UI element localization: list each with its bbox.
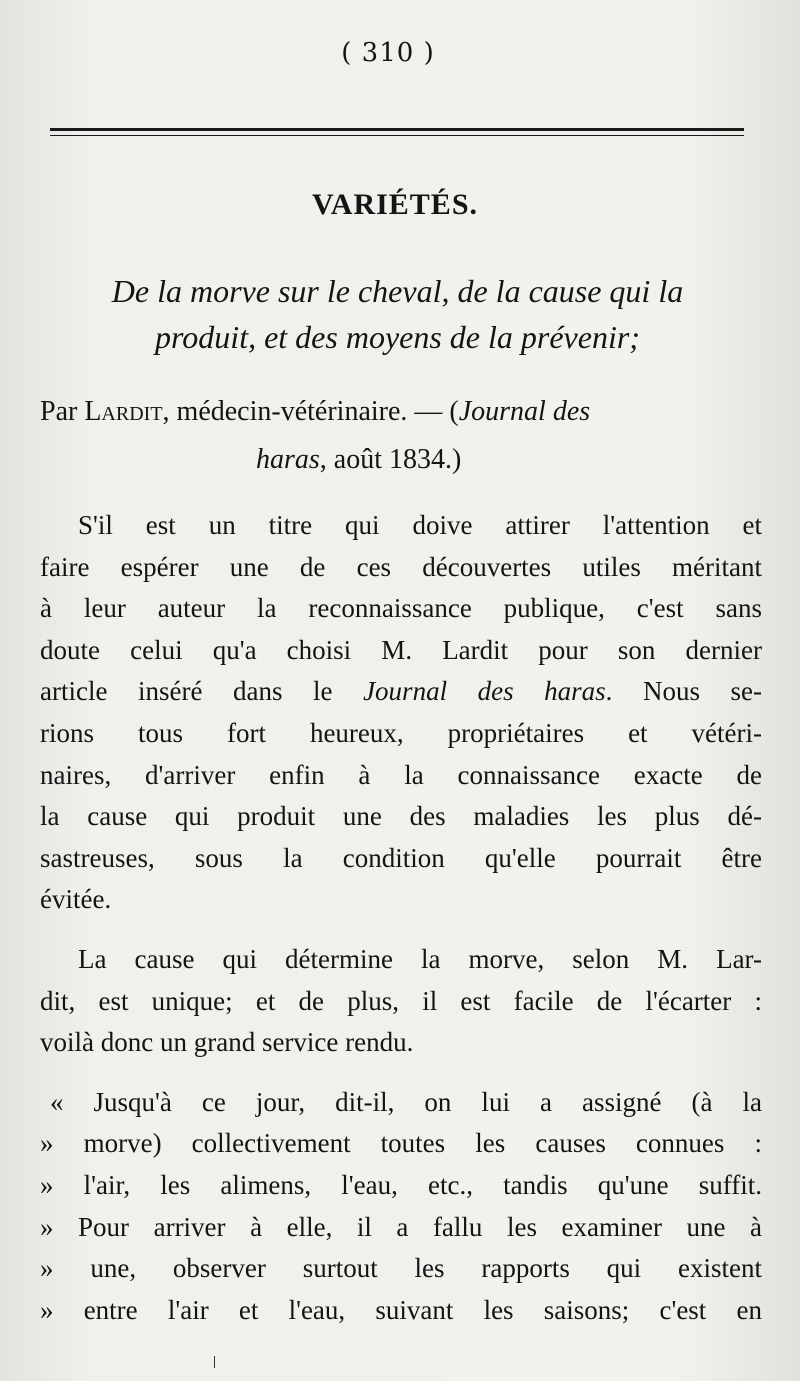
article-body (40, 505, 762, 1349)
byline-journal-a: Journal des (458, 396, 591, 427)
page-number: ( 310 ) (341, 38, 435, 68)
article-title-line-2: produit, et des moyens de la prévenir; (155, 319, 640, 355)
byline-journal-b: haras (256, 444, 320, 475)
p3-line-2: » morve) collectivement toutes les causes connues : (40, 1128, 762, 1159)
article-title (40, 268, 755, 360)
p3-line-5: » une, observer surtout les rapports qui existent (40, 1253, 762, 1284)
page-footer-mark (214, 1356, 215, 1368)
p1-line-1: S'il est un titre qui doive attirer l'attention et (78, 510, 762, 540)
p1-line-8: la cause qui produit une des maladies les plus dé- (40, 801, 762, 832)
p1-line-5c: . Nous se- (605, 676, 762, 707)
p1-line-3: à leur auteur la reconnaissance publique, c'est sans (40, 593, 762, 624)
p3-line-4: » Pour arriver à elle, il a fallu les examiner une à (40, 1211, 762, 1242)
p1-line-4: doute celui qu'a choisi M. Lardit pour son dernier (40, 634, 762, 665)
byline-author: Lardit (84, 396, 163, 427)
p1-line-5a: article inséré dans le (40, 676, 364, 707)
p1-line-2: faire espérer une de ces découvertes utiles méritant (40, 551, 762, 582)
p3-line-3: » l'air, les alimens, l'eau, etc., tandis qu'une suffit. (40, 1169, 762, 1200)
byline-role: , médecin-vétérinaire. — ( (162, 396, 459, 427)
p3-line-6: » entre l'air et l'eau, suivant les saisons; c'est en (40, 1294, 762, 1325)
paragraph-2 (40, 939, 762, 1064)
p1-line-6: rions tous fort heureux, propriétaires et vétéri- (40, 717, 762, 748)
paragraph-1 (40, 505, 762, 921)
p1-line-7: naires, d'arriver enfin à la connaissance exacte de (40, 759, 762, 790)
p2-line-3: voilà donc un grand service rendu. (40, 1027, 414, 1058)
byline-par: Par (40, 396, 78, 427)
byline-date: , août 1834.) (319, 444, 462, 475)
p2-line-1: La cause qui détermine la morve, selon M. Lar- (78, 943, 762, 974)
header-rule-thin (50, 135, 744, 136)
p3-line-1: « Jusqu'à ce jour, dit-il, on lui a assigné (à la (50, 1086, 762, 1117)
p2-line-2: dit, est unique; et de plus, il est facile de l'écarter : (40, 985, 762, 1016)
section-title: VARIÉTÉS. (311, 188, 479, 221)
p1-line-10: évitée. (40, 884, 112, 915)
article-title-line-1: De la morve sur le cheval, de la cause qui la (111, 273, 684, 309)
p1-line-9: sastreuses, sous la condition qu'elle pourrait être (40, 842, 762, 873)
p1-journal-ref: Journal des haras (363, 676, 606, 707)
byline (40, 388, 756, 484)
header-rule-thick (50, 128, 744, 131)
paragraph-3 (40, 1082, 762, 1332)
p1-line-5 (40, 671, 762, 713)
